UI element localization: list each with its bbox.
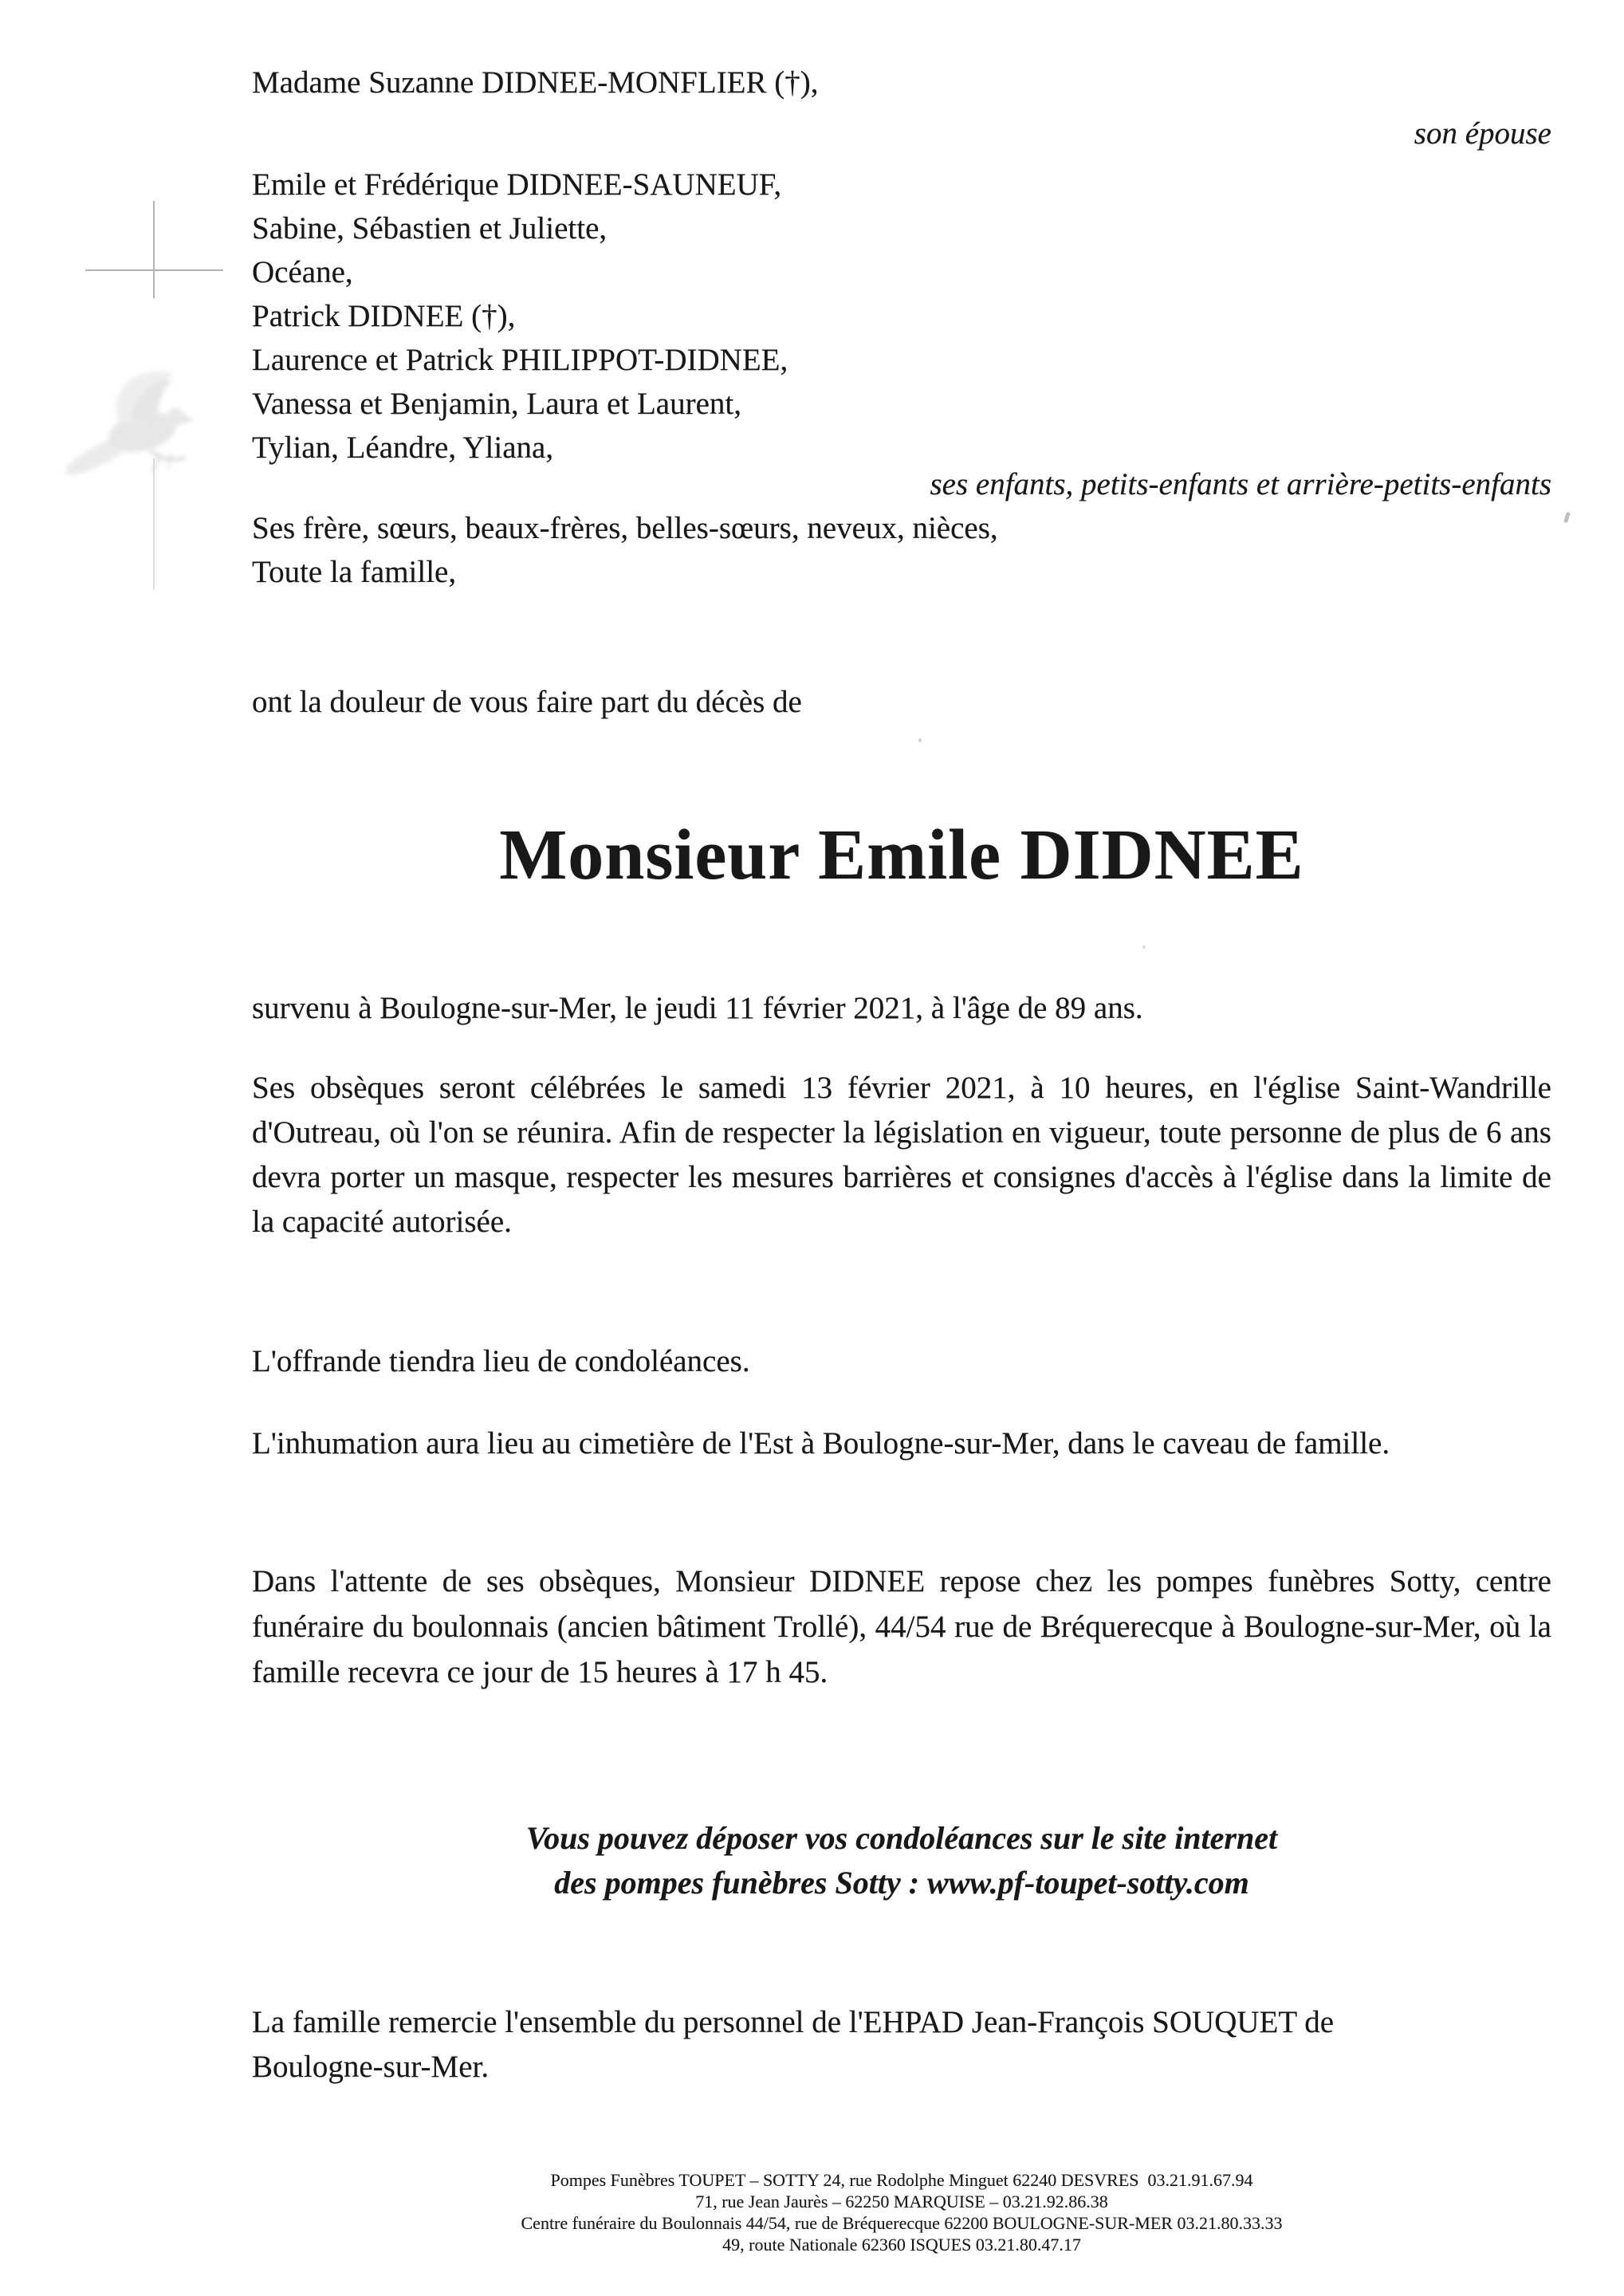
footer-address-line: Centre funéraire du Boulonnais 44/54, rue de Bréquerecque 62200 BOULOGNE-SUR-MER 03.21.80.33.33 bbox=[521, 2213, 1283, 2233]
condolences-website-note bbox=[252, 1816, 1551, 1905]
burial-paragraph: L'inhumation aura lieu au cimetière de l'Est à Boulogne-sur-Mer, dans le caveau de famille. bbox=[252, 1426, 1390, 1461]
repose-paragraph: Dans l'attente de ses obsèques, Monsieur DIDNEE repose chez les pompes funèbres Sotty, centre funéraire du boulonnais (ancien bâtiment Trollé), 44/54 rue de Bréquerecque à Boulogne-sur-Mer, où la famille recevra ce jour de 15 heures à 17 h 45. bbox=[252, 1564, 1551, 1689]
dove-watermark-icon bbox=[61, 351, 212, 486]
family-member-line: Emile et Frédérique DIDNEE-SAUNEUF, bbox=[252, 167, 782, 202]
family-member-line: Patrick DIDNEE (†), bbox=[252, 299, 516, 333]
deceased-name-title: Monsieur Emile DIDNEE bbox=[499, 816, 1304, 894]
whole-family-line: Toute la famille, bbox=[252, 555, 457, 589]
family-member-line: Tylian, Léandre, Yliana, bbox=[252, 431, 554, 465]
scan-speck bbox=[918, 738, 922, 742]
relation-descendants-line: ses enfants, petits-enfants et arrière-petits-enfants bbox=[930, 467, 1551, 501]
registration-cross-horizontal bbox=[85, 269, 223, 271]
condolences-note-line2: des pompes funèbres Sotty : www.pf-toupet-sotty.com bbox=[554, 1865, 1249, 1901]
scan-speck bbox=[1142, 946, 1146, 949]
footer-address-line: 71, rue Jean Jaurès – 62250 MARQUISE – 03.21.92.86.38 bbox=[695, 2192, 1108, 2211]
registration-cross-vertical bbox=[153, 201, 155, 298]
ceremony-paragraph: Ses obsèques seront célébrées le samedi 13 février 2021, à 10 heures, en l'église Saint-Wandrille d'Outreau, où l'on se réunira. Afin de respecter la législation en vigueur, toute personne de plus de 6 ans devra porter un masque, respecter les mesures barrières et consignes d'accès à l'église dans la limite de la capacité autorisée. bbox=[252, 1071, 1551, 1239]
family-member-line: Laurence et Patrick PHILIPPOT-DIDNEE, bbox=[252, 343, 788, 377]
condolences-note-line1: Vous pouvez déposer vos condoléances sur le site internet bbox=[525, 1820, 1278, 1856]
footer-address-line: 49, route Nationale 62360 ISQUES 03.21.80.47.17 bbox=[722, 2235, 1081, 2255]
widow-name-line: Madame Suzanne DIDNEE-MONFLIER (†), bbox=[252, 65, 819, 100]
relation-spouse-line: son épouse bbox=[1414, 116, 1551, 151]
scan-speck bbox=[1563, 512, 1571, 524]
footer-address-line: Pompes Funèbres TOUPET – SOTTY 24, rue Rodolphe Minguet 62240 DESVRES 03.21.91.67.94 bbox=[550, 2170, 1253, 2190]
intro-line: ont la douleur de vous faire part du décès de bbox=[252, 685, 802, 719]
family-member-line: Vanessa et Benjamin, Laura et Laurent, bbox=[252, 387, 742, 421]
family-member-line: Océane, bbox=[252, 255, 353, 289]
family-members-list bbox=[252, 163, 1551, 470]
offering-line: L'offrande tiendra lieu de condoléances. bbox=[252, 1344, 750, 1378]
family-member-line: Sabine, Sébastien et Juliette, bbox=[252, 211, 608, 246]
death-details-line: survenu à Boulogne-sur-Mer, le jeudi 11 février 2021, à l'âge de 89 ans. bbox=[252, 991, 1143, 1025]
siblings-line: Ses frère, sœurs, beaux-frères, belles-sœurs, neveux, nièces, bbox=[252, 511, 998, 545]
thanks-paragraph: La famille remercie l'ensemble du personnel de l'EHPAD Jean-François SOUQUET de Boulogne-sur-Mer. bbox=[252, 2005, 1335, 2084]
